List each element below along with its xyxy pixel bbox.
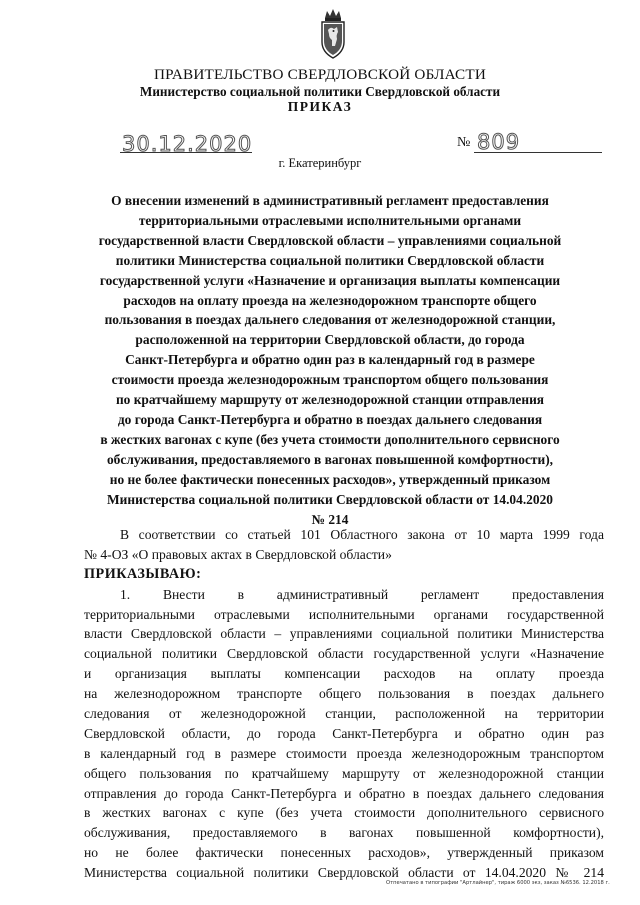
heading-line: государственной услуги «Назначение и организация выплаты компенсации: [99, 272, 561, 288]
document-body: [84, 525, 604, 883]
heading-line: Министерства социальной политики Свердловской области от 14.04.2020: [107, 491, 553, 507]
item-1-line: обслуживания, предоставляемого в вагонах повышенной комфортности),: [84, 825, 604, 841]
heading-line: но не более фактически понесенных расходов», утвержденный приказом: [109, 471, 551, 487]
coat-of-arms-icon: [320, 8, 346, 60]
item-1-line: 1. Внести в административный регламент предоставления: [120, 586, 604, 602]
heading-line: пользования в поездах дальнего следования от железнодорожной станции,: [104, 312, 556, 328]
print-footer-note: Отпечатано в типографии "Артлайнер", тираж 6000 экз, заказ №6536. 12.2018 г.: [386, 880, 610, 886]
heading-line: в жестких вагонах с купе (без учета стоимости дополнительного сервисного: [100, 431, 560, 447]
government-title: ПРАВИТЕЛЬСТВО СВЕРДЛОВСКОЙ ОБЛАСТИ: [153, 66, 487, 83]
date-underline: [120, 152, 252, 153]
item-1-line: в жестких вагонах с купе (без учета стоимости дополнительного сервисного: [84, 805, 604, 821]
heading-line: О внесении изменений в административный регламент предоставления: [111, 193, 549, 208]
heading-line: по кратчайшему маршруту от железнодорожной станции отправления: [115, 392, 545, 408]
item-1-line: следования от железнодорожной станции, расположенной на территории: [84, 706, 604, 722]
heading-line: стоимости проезда железнодорожным транспортом общего пользования: [111, 372, 549, 388]
item-1-line: но не более фактически понесенных расходов», утвержденный приказом: [84, 845, 604, 861]
preamble-line: № 4-ОЗ «О правовых актах в Свердловской области»: [84, 546, 392, 562]
heading-line: расходов на оплату проезда на железнодорожном транспорте общего: [123, 292, 537, 308]
ministry-title: Министерство социальной политики Свердловской области: [139, 84, 501, 99]
item-1-line: и организация выплаты компенсации расходов на оплату проезда: [84, 666, 604, 682]
handwritten-order-number: 809: [477, 130, 521, 154]
heading-line: территориальными отраслевыми исполнительными органами: [138, 212, 522, 228]
heading-line: государственной власти Свердловской области – управлениями социальной: [98, 232, 562, 248]
decree-word: ПРИКАЗЫВАЮ:: [84, 565, 202, 582]
item-1-line: власти Свердловской области – управлениями социальной политики Министерства: [84, 626, 604, 642]
item-1-line: на железнодорожном транспорте общего пользования в поездах дальнего: [84, 686, 604, 702]
handwritten-date: 30.12.2020: [122, 132, 253, 156]
item-1-line: социальной политики Свердловской области государственной услуги «Назначение: [84, 646, 604, 662]
document-type-title: ПРИКАЗ: [287, 99, 353, 114]
heading-line: расположенной на территории Свердловской области, до города: [135, 332, 525, 348]
heading-line: № 214: [311, 511, 349, 527]
heading-line: политики Министерства социальной политики Свердловской области: [115, 252, 545, 268]
number-sign: №: [457, 135, 471, 150]
item-1-line: Свердловской области, до города Санкт-Петербурга и обратно один раз: [84, 725, 604, 741]
preamble-line: В соответствии со статьей 101 Областного закона от 10 марта 1999 года: [120, 527, 604, 542]
item-1-line: отправления до города Санкт-Петербурга и обратно в поездах дальнего следования: [84, 785, 604, 801]
item-1-line: Министерства социальной политики Свердловской области от 14.04.2020 № 214: [84, 865, 604, 881]
document-heading: [80, 191, 580, 529]
heading-line: Санкт-Петербурга и обратно один раз в календарный год в размере: [125, 352, 535, 368]
number-underline: [474, 152, 602, 153]
item-1-line: территориальными отраслевыми исполнительными органами государственной: [84, 606, 604, 622]
item-1-line: общего пользования по кратчайшему маршруту от железнодорожной станции: [84, 765, 604, 781]
item-1-line: в календарный год в размере стоимости проезда железнодорожным транспортом: [84, 745, 604, 761]
heading-line: до города Санкт-Петербурга и обратно в поездах дальнего следования: [117, 411, 543, 427]
city-label: г. Екатеринбург: [278, 156, 362, 170]
heading-line: обслуживания, предоставляемого в вагонах повышенной комфортности),: [106, 451, 553, 467]
